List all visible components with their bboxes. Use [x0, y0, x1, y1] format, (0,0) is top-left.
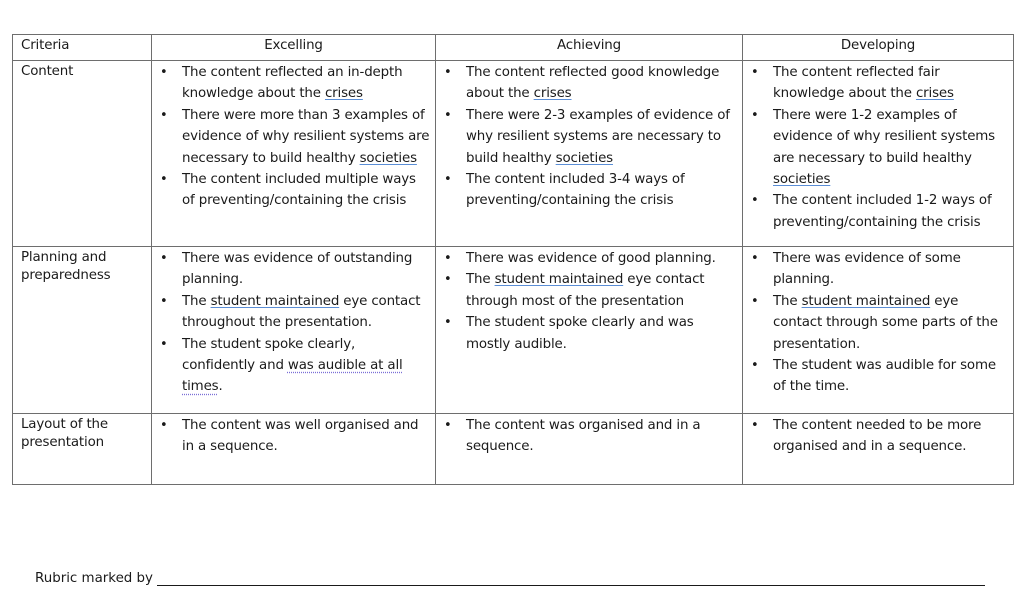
signature-line-area — [35, 570, 985, 586]
achieving-cell — [436, 414, 743, 485]
spelling-underline: societies — [773, 172, 831, 188]
criterion-cell: Content — [13, 61, 152, 247]
list-item: • The content was well organised and in a sequence. — [152, 415, 431, 458]
spelling-underline: crises — [533, 86, 572, 102]
bullet-icon: • — [160, 293, 168, 309]
bullet-list — [743, 61, 1013, 233]
bullet-icon: • — [751, 193, 759, 209]
header-criteria: Criteria — [13, 35, 152, 61]
list-item: • The student maintained eye contact through some parts of the presentation. — [743, 291, 1009, 355]
rubric-table — [12, 34, 1014, 485]
list-item: • The content reflected good knowledge about the crises — [436, 62, 738, 105]
bullet-icon: • — [751, 65, 759, 80]
table-row-planning — [13, 247, 1014, 414]
bullet-icon: • — [751, 251, 759, 266]
bullet-icon: • — [160, 65, 168, 80]
list-item: • The content reflected fair knowledge about the crises — [743, 62, 1009, 105]
bullet-icon: • — [160, 336, 168, 352]
achieving-cell — [436, 247, 743, 414]
spelling-underline: crises — [324, 86, 363, 102]
bullet-list — [743, 247, 1013, 398]
bullet-list — [436, 61, 742, 212]
bullet-list — [152, 61, 435, 212]
achieving-cell — [436, 61, 743, 247]
signature-blank-line[interactable] — [157, 570, 985, 586]
list-item: • The content included 1-2 ways of preventing/containing the crisis — [743, 190, 1009, 233]
grammar-underline: was audible at all times — [182, 358, 403, 395]
list-item: • There was evidence of some planning. — [743, 248, 1009, 291]
excelling-cell — [152, 61, 436, 247]
list-item: • There were more than 3 examples of evidence of why resilient systems are necessary to build healthy societies — [152, 105, 431, 169]
spelling-underline: crises — [915, 86, 954, 102]
header-row — [13, 35, 1014, 61]
list-item: • There were 2-3 examples of evidence of why resilient systems are necessary to build healthy societies — [436, 105, 738, 169]
signature-label: Rubric marked by — [35, 571, 153, 586]
list-item: • The content included multiple ways of preventing/containing the crisis — [152, 169, 431, 212]
table-row-layout — [13, 414, 1014, 485]
bullet-list — [743, 414, 1013, 458]
bullet-icon: • — [751, 418, 759, 433]
table-row-content — [13, 61, 1014, 247]
spelling-underline: societies — [555, 150, 613, 166]
list-item: • The student maintained eye contact through most of the presentation — [436, 269, 738, 312]
spelling-underline: student maintained — [494, 272, 624, 288]
header-achieving: Achieving — [436, 35, 743, 61]
header-developing: Developing — [743, 35, 1014, 61]
list-item: • The content needed to be more organised and in a sequence. — [743, 415, 1009, 458]
bullet-icon: • — [160, 251, 168, 266]
bullet-icon: • — [160, 418, 168, 433]
bullet-icon: • — [444, 251, 452, 266]
developing-cell — [743, 247, 1014, 414]
criterion-cell: Planning and preparedness — [13, 247, 152, 414]
header-excelling: Excelling — [152, 35, 436, 61]
list-item: • There was evidence of outstanding planning. — [152, 248, 431, 291]
list-item: • The student spoke clearly and was mostly audible. — [436, 312, 738, 355]
bullet-icon: • — [160, 107, 168, 123]
bullet-icon: • — [160, 172, 168, 188]
list-item: • There were 1-2 examples of evidence of why resilient systems are necessary to build healthy societies — [743, 105, 1009, 191]
list-item: • The content was organised and in a sequence. — [436, 415, 738, 458]
spelling-underline: student maintained — [801, 293, 931, 309]
bullet-icon: • — [751, 293, 759, 309]
list-item: • There was evidence of good planning. — [436, 248, 738, 269]
spelling-underline: student maintained — [210, 293, 340, 309]
bullet-list — [152, 247, 435, 398]
developing-cell — [743, 61, 1014, 247]
list-item: • The content reflected an in-depth knowledge about the crises — [152, 62, 431, 105]
list-item: • The student maintained eye contact throughout the presentation. — [152, 291, 431, 334]
bullet-list — [152, 414, 435, 458]
developing-cell — [743, 414, 1014, 485]
list-item: • The student spoke clearly, confidently and was audible at all times. — [152, 334, 431, 398]
bullet-icon: • — [444, 418, 452, 433]
bullet-icon: • — [444, 107, 452, 123]
spelling-underline: societies — [359, 150, 417, 166]
bullet-icon: • — [444, 315, 452, 331]
bullet-icon: • — [751, 107, 759, 123]
bullet-icon: • — [751, 358, 759, 374]
excelling-cell — [152, 414, 436, 485]
list-item: • The content included 3-4 ways of preventing/containing the crisis — [436, 169, 738, 212]
bullet-icon: • — [444, 172, 452, 188]
bullet-list — [436, 247, 742, 355]
bullet-list — [436, 414, 742, 458]
list-item: • The student was audible for some of the time. — [743, 355, 1009, 398]
bullet-icon: • — [444, 272, 452, 288]
criterion-cell: Layout of the presentation — [13, 414, 152, 485]
excelling-cell — [152, 247, 436, 414]
bullet-icon: • — [444, 65, 452, 80]
